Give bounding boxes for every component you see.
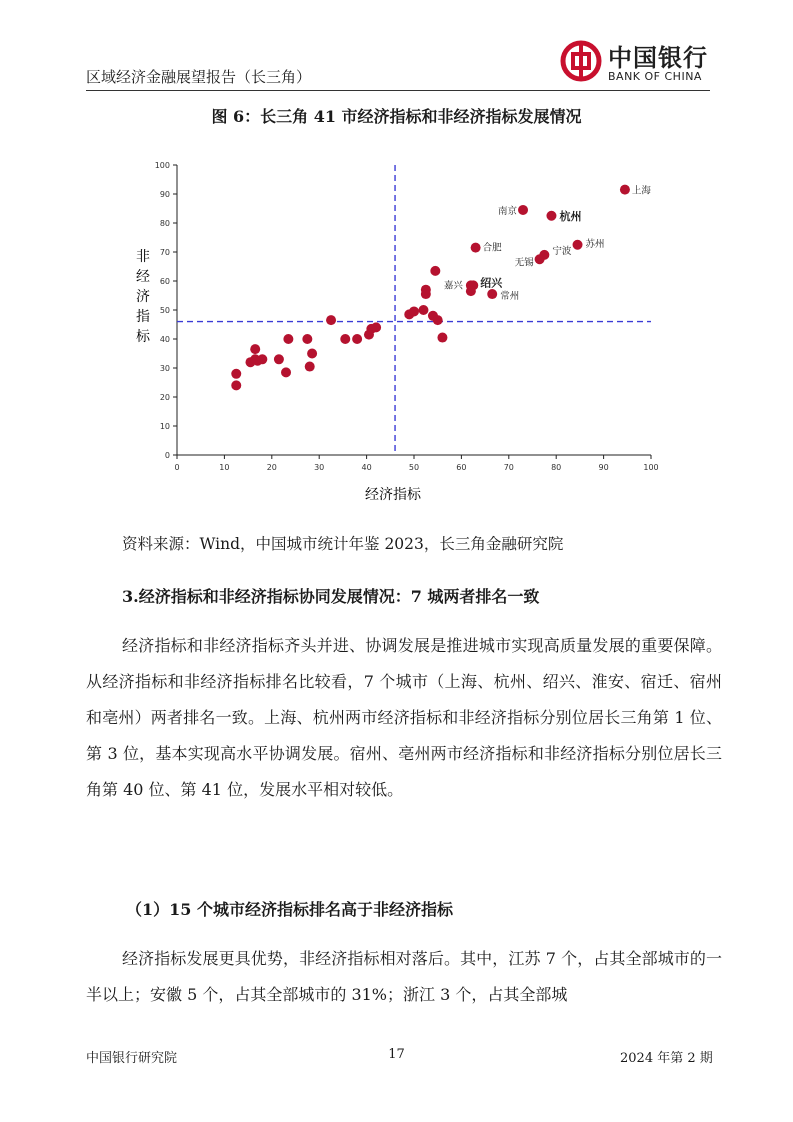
figure-title: 图 6：长三角 41 市经济指标和非经济指标发展情况	[211, 107, 582, 126]
point-label: 常州	[500, 291, 520, 303]
scatter-point	[430, 266, 440, 276]
scatter-point	[305, 362, 315, 372]
x-tick-label: 90	[598, 463, 609, 472]
scatter-point	[433, 315, 443, 325]
x-tick-label: 10	[219, 463, 230, 472]
scatter-point	[471, 243, 481, 253]
scatter-point	[371, 322, 381, 332]
scatter-point	[437, 333, 447, 343]
scatter-point	[283, 334, 293, 344]
scatter-point	[620, 185, 630, 195]
scatter-point	[307, 349, 317, 359]
y-tick-label: 30	[159, 364, 170, 373]
point-label: 绍兴	[480, 276, 503, 290]
scatter-point	[340, 334, 350, 344]
y-tick-label: 60	[159, 277, 170, 286]
scatter-point	[409, 306, 419, 316]
x-tick-label: 70	[503, 463, 514, 472]
section-paragraph: 经济指标和非经济指标齐头并进、协调发展是推进城市实现高质量发展的重要保障。从经济指标和非经济指标排名比较看，7 个城市（上海、杭州、绍兴、淮安、宿迁、宿州和亳州）两者排名一致。上海、杭州两市经济指标和非经济指标分别位居长三角第 1 位、第 3 位，基本实现高水平协调发展。宿州、亳州两市经济指标和非经济指标分别位居长三角第 40 位、第 41 位，发展水平相对较低。	[86, 636, 722, 799]
point-label: 无锡	[514, 257, 534, 269]
bank-of-china-logo-icon	[560, 40, 602, 82]
scatter-point	[231, 380, 241, 390]
logo-chinese-name: 中国银行	[608, 43, 708, 72]
scatter-point	[487, 289, 497, 299]
bank-logo	[560, 38, 720, 88]
point-label: 嘉兴	[443, 280, 463, 292]
x-tick-label: 60	[456, 463, 467, 472]
point-label: 杭州	[559, 209, 582, 223]
report-title: 区域经济金融展望报告（长三角）	[86, 68, 312, 86]
scatter-point	[421, 289, 431, 299]
x-tick-label: 40	[361, 463, 372, 472]
scatter-point	[535, 254, 545, 264]
page-number: 17	[388, 1047, 405, 1062]
y-tick-label: 80	[159, 219, 170, 228]
logo-english-name: BANK OF CHINA	[608, 70, 702, 83]
footer-issue: 2024 年第 2 期	[620, 1051, 713, 1066]
scatter-point	[281, 367, 291, 377]
y-tick-label: 90	[159, 190, 170, 199]
footer-organization: 中国银行研究院	[86, 1051, 178, 1066]
point-label: 上海	[631, 185, 651, 197]
subsection-paragraph: 经济指标发展更具优势，非经济指标相对落后。其中，江苏 7 个，占其全部城市的一半以上；安徽 5 个，占其全部城市的 31%；浙江 3 个，占其全部城	[86, 949, 722, 1004]
point-label: 苏州	[585, 238, 605, 250]
y-tick-label: 0	[164, 451, 170, 460]
y-tick-label: 100	[154, 161, 170, 170]
x-tick-label: 20	[266, 463, 277, 472]
scatter-point	[250, 344, 260, 354]
scatter-point	[352, 334, 362, 344]
header-divider	[86, 90, 710, 91]
x-tick-label: 30	[314, 463, 325, 472]
scatter-point	[466, 286, 476, 296]
scatter-point	[518, 205, 528, 215]
subsection-title: （1）15 个城市经济指标排名高于非经济指标	[126, 900, 453, 919]
scatter-point	[546, 211, 556, 221]
y-axis-label: 非经济指标	[136, 249, 150, 345]
y-tick-label: 10	[159, 422, 170, 431]
x-tick-label: 100	[643, 463, 659, 472]
scatter-point	[418, 305, 428, 315]
y-tick-label: 70	[159, 248, 170, 257]
y-tick-label: 50	[159, 306, 170, 315]
section-title: 3.经济指标和非经济指标协同发展情况：7 城两者排名一致	[122, 587, 540, 606]
scatter-point	[257, 354, 267, 364]
point-label: 南京	[498, 205, 518, 217]
scatter-point	[302, 334, 312, 344]
x-tick-label: 80	[551, 463, 562, 472]
x-axis-label: 经济指标	[365, 487, 421, 503]
scatter-point	[364, 330, 374, 340]
point-label: 合肥	[482, 242, 502, 254]
point-label: 宁波	[552, 245, 572, 257]
y-tick-label: 40	[159, 335, 170, 344]
scatter-point	[274, 354, 284, 364]
scatter-point	[326, 315, 336, 325]
figure-source: 资料来源：Wind，中国城市统计年鉴 2023，长三角金融研究院	[122, 535, 564, 553]
scatter-point	[573, 240, 583, 250]
x-tick-label: 0	[174, 463, 180, 472]
y-tick-label: 20	[159, 393, 170, 402]
scatter-point	[231, 369, 241, 379]
x-tick-label: 50	[408, 463, 420, 472]
scatter-chart	[130, 155, 670, 515]
